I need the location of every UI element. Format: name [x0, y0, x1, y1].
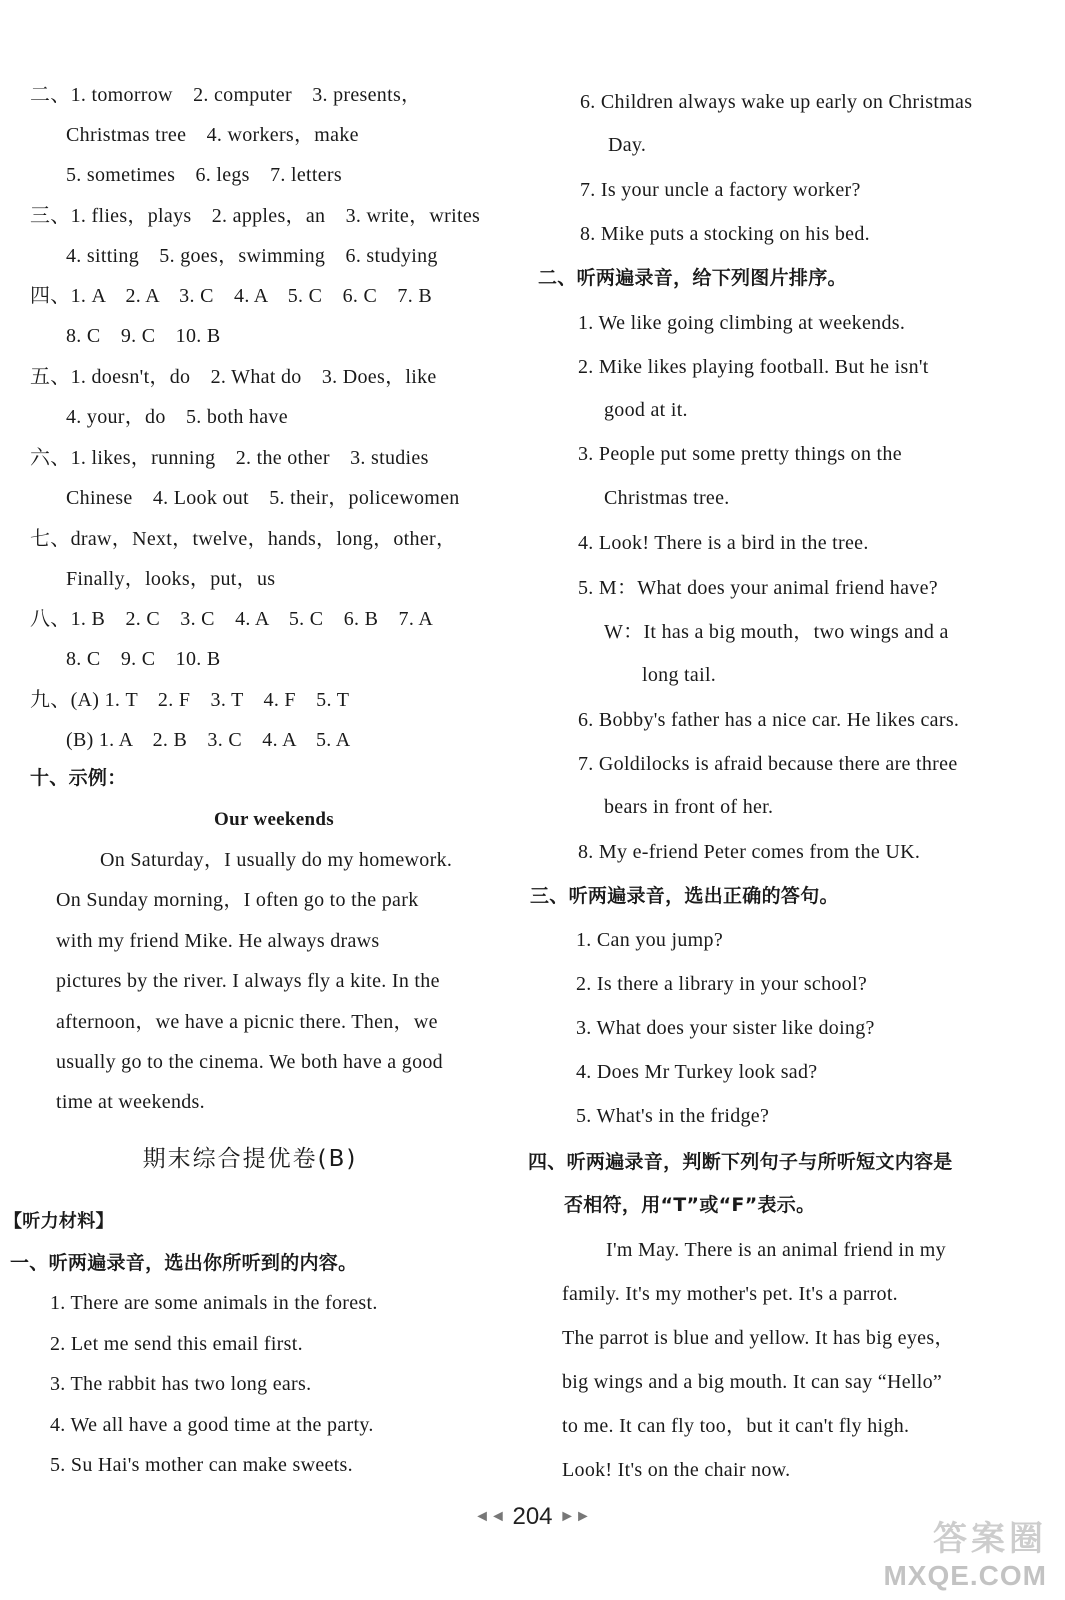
answer-line: 5. sometimes 6. legs 7. letters	[66, 164, 342, 186]
answer-line: 二、1. tomorrow 2. computer 3. presents，	[30, 84, 422, 106]
question-item: 2. Let me send this email first.	[50, 1333, 303, 1355]
question-item: 8. My e-friend Peter comes from the UK.	[578, 841, 921, 863]
answer-line: 八、1. B 2. C 3. C 4. A 5. C 6. B 7. A	[30, 608, 434, 630]
question-item: 1. Can you jump?	[576, 929, 724, 951]
answer-line: Finally，looks，put，us	[66, 568, 276, 590]
question-item: 1. There are some animals in the forest.	[50, 1292, 378, 1314]
question-item: 6. Bobby's father has a nice car. He likes cars.	[578, 709, 960, 731]
passage-line: The parrot is blue and yellow. It has big eyes，	[562, 1327, 955, 1349]
question-item: 6. Children always wake up early on Christmas	[580, 91, 973, 113]
question-item: 4. We all have a good time at the party.	[50, 1414, 374, 1436]
previous-page-arrows-icon[interactable]: ◄◄	[474, 1508, 506, 1525]
question-item: 2. Mike likes playing football. But he isn't	[578, 356, 929, 378]
passage-line: family. It's my mother's pet. It's a parrot.	[562, 1283, 898, 1305]
question-item: 7. Goldilocks is afraid because there are three	[578, 753, 958, 775]
essay-title: Our weekends	[214, 809, 334, 830]
question-item: 2. Is there a library in your school?	[576, 973, 868, 995]
essay-line: pictures by the river. I always fly a kite. In the	[56, 970, 440, 992]
passage-line: to me. It can fly too，but it can't fly high.	[562, 1415, 910, 1437]
exam-title: 期末综合提优卷(B)	[142, 1146, 358, 1172]
question-item: long tail.	[642, 664, 717, 686]
listening-label: 【听力材料】	[4, 1211, 114, 1232]
question-item: 5. Su Hai's mother can make sweets.	[50, 1454, 353, 1476]
watermark-top-text: 答案圈	[933, 1520, 1047, 1558]
watermark-url: MXQE.COM	[883, 1560, 1047, 1591]
answer-line: 十、示例：	[30, 767, 127, 789]
answer-line: 九、(A) 1. T 2. F 3. T 4. F 5. T	[30, 689, 350, 711]
answer-line: 七、draw，Next，twelve，hands，long，other，	[30, 528, 457, 550]
question-item: Christmas tree.	[604, 487, 730, 509]
question-item: bears in front of her.	[604, 796, 774, 818]
part-heading: 二、听两遍录音，给下列图片排序。	[538, 267, 847, 289]
essay-line: On Saturday，I usually do my homework.	[100, 849, 453, 871]
answer-line: Christmas tree 4. workers，make	[66, 124, 359, 146]
question-item: 5. What's in the fridge?	[576, 1105, 770, 1127]
answer-line: 四、1. A 2. A 3. C 4. A 5. C 6. C 7. B	[30, 285, 432, 307]
essay-line: with my friend Mike. He always draws	[56, 930, 380, 952]
passage-line: I'm May. There is an animal friend in my	[606, 1239, 946, 1261]
part-heading: 四、听两遍录音，判断下列句子与所听短文内容是	[528, 1151, 953, 1173]
part-heading: 一、听两遍录音，选出你所听到的内容。	[10, 1252, 358, 1274]
question-item: 1. We like going climbing at weekends.	[578, 312, 906, 334]
essay-line: afternoon，we have a picnic there. Then，we	[56, 1011, 438, 1033]
next-page-arrows-icon[interactable]: ►►	[559, 1508, 591, 1525]
answer-line: 三、1. flies，plays 2. apples，an 3. write，writes	[30, 205, 481, 227]
essay-line: usually go to the cinema. We both have a good	[56, 1051, 443, 1073]
answer-line: 8. C 9. C 10. B	[66, 648, 221, 670]
question-item: W：It has a big mouth，two wings and a	[604, 621, 949, 643]
question-item: 4. Does Mr Turkey look sad?	[576, 1061, 818, 1083]
answer-line: Chinese 4. Look out 5. their，policewomen	[66, 487, 460, 509]
answer-line: 五、1. doesn't，do 2. What do 3. Does，like	[30, 366, 437, 388]
question-item: good at it.	[604, 399, 688, 421]
question-item: 5. M：What does your animal friend have?	[578, 577, 938, 599]
essay-line: On Sunday morning，I often go to the park	[56, 889, 419, 911]
part-heading: 否相符，用“T”或“F”表示。	[564, 1194, 816, 1216]
question-item: 4. Look! There is a bird in the tree.	[578, 532, 869, 554]
question-item: 3. People put some pretty things on the	[578, 443, 902, 465]
answer-line: 4. sitting 5. goes，swimming 6. studying	[66, 245, 438, 267]
passage-line: big wings and a big mouth. It can say “Hello”	[562, 1371, 943, 1393]
question-item: 3. What does your sister like doing?	[576, 1017, 875, 1039]
question-item: Day.	[608, 134, 647, 156]
answer-line: (B) 1. A 2. B 3. C 4. A 5. A	[66, 729, 351, 751]
page-number: 204	[512, 1503, 553, 1530]
question-item: 3. The rabbit has two long ears.	[50, 1373, 312, 1395]
answer-line: 六、1. likes，running 2. the other 3. studies	[30, 447, 429, 469]
passage-line: Look! It's on the chair now.	[562, 1459, 791, 1481]
question-item: 8. Mike puts a stocking on his bed.	[580, 223, 870, 245]
watermark-logo	[883, 1511, 1047, 1592]
answer-line: 8. C 9. C 10. B	[66, 325, 221, 347]
part-heading: 三、听两遍录音，选出正确的答句。	[530, 885, 839, 907]
essay-line: time at weekends.	[56, 1091, 205, 1113]
question-item: 7. Is your uncle a factory worker?	[580, 179, 861, 201]
answer-line: 4. your，do 5. both have	[66, 406, 288, 428]
